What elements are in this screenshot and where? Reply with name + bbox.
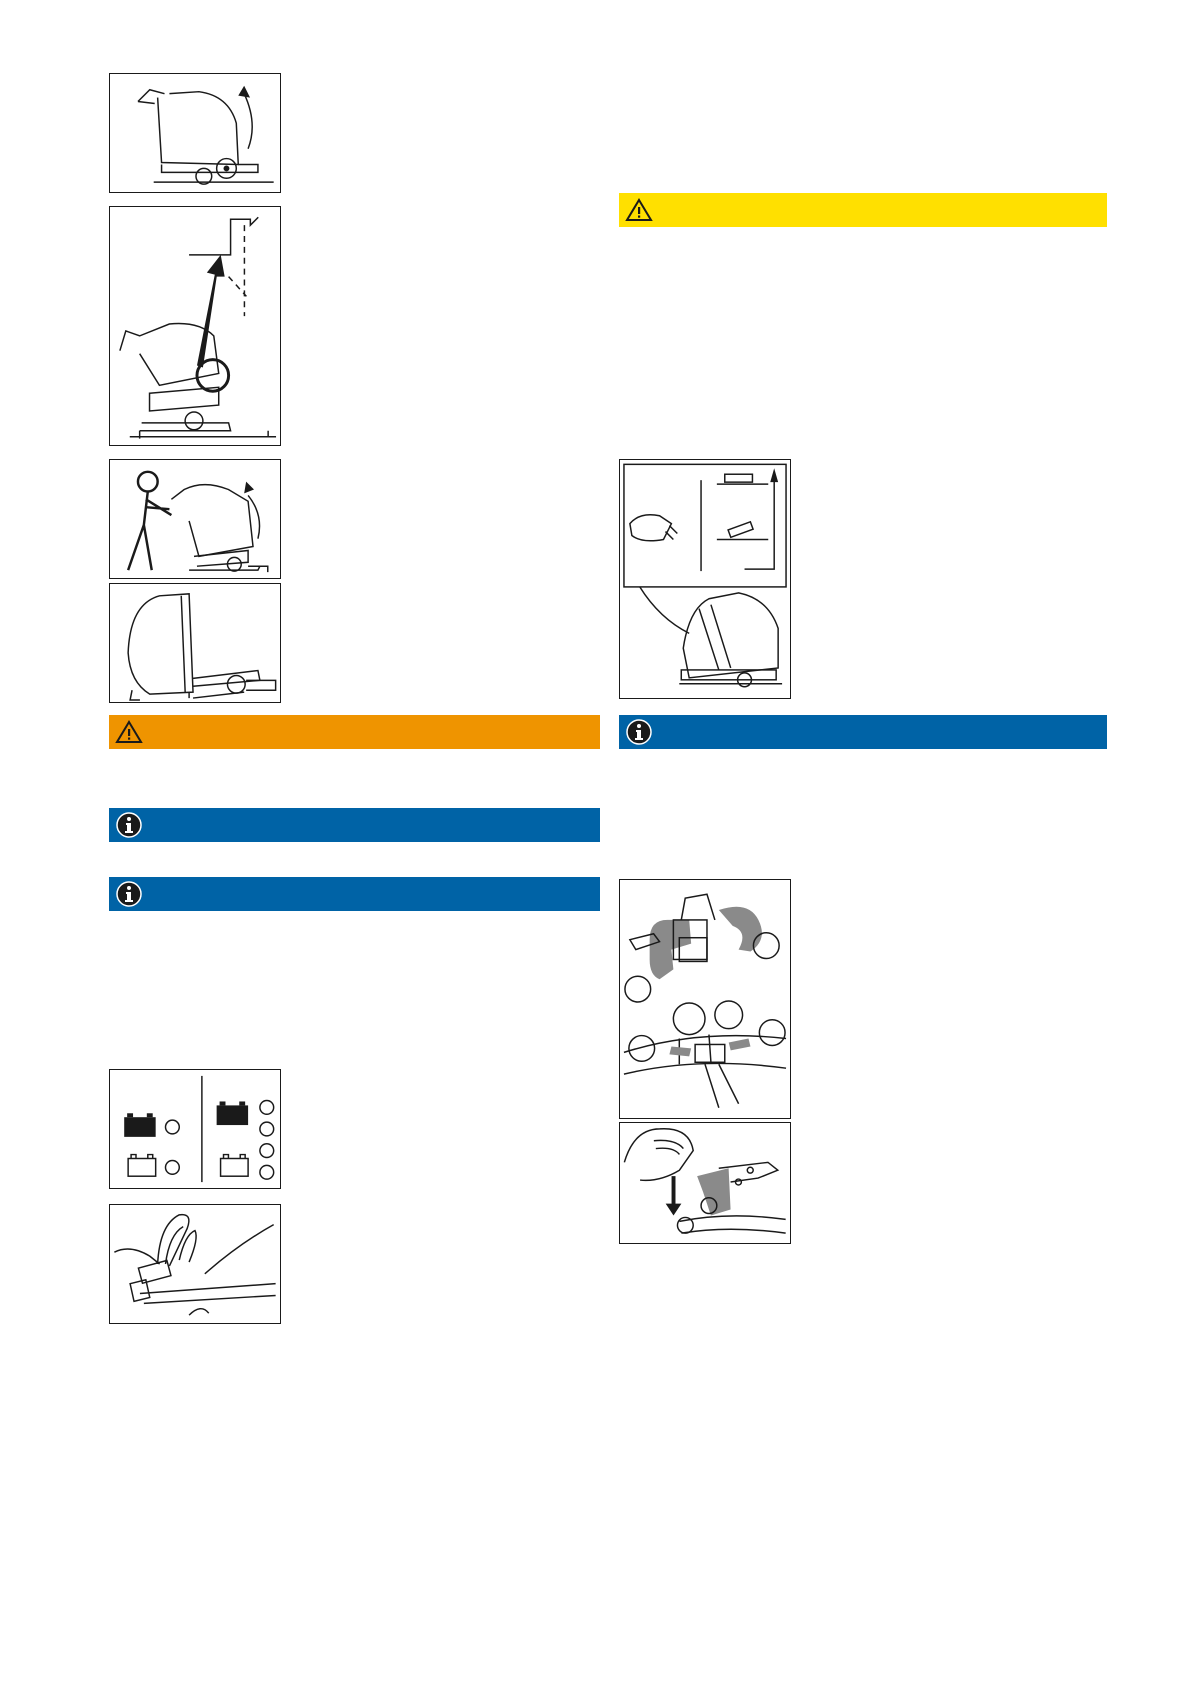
info-circle-icon (625, 718, 653, 746)
info-circle-icon (115, 811, 143, 839)
fig-tilt-machine (109, 73, 281, 193)
brush-pedal-icon (620, 460, 790, 698)
machine-tilt-arrow-icon (110, 74, 280, 192)
battery-icon (124, 1113, 155, 1137)
fig-machine-lowered (109, 583, 281, 703)
battery-icon (110, 1070, 280, 1188)
fig-brush-pedal (619, 459, 791, 699)
warning-notice-bar (619, 193, 1107, 227)
squeegee-mount-icon (620, 880, 790, 1118)
info-notice-bar (109, 877, 600, 911)
info-notice-bar (109, 808, 600, 842)
info-circle-icon (115, 880, 143, 908)
connector-plug-icon (110, 1205, 280, 1323)
fig-push-machine (109, 459, 281, 579)
fig-battery-options (109, 1069, 281, 1189)
fig-connector-plug (109, 1204, 281, 1324)
caution-notice-bar (109, 715, 600, 749)
machine-lowered-icon (110, 584, 280, 702)
operator-push-machine-icon (110, 460, 280, 578)
squeegee-lever-icon (620, 1123, 790, 1243)
fig-squeegee-lever (619, 1122, 791, 1244)
info-notice-bar (619, 715, 1107, 749)
battery-icon (217, 1101, 248, 1125)
fig-squeegee-mount (619, 879, 791, 1119)
fig-lift-machine (109, 206, 281, 446)
machine-lift-arrow-icon (110, 207, 280, 445)
warning-triangle-icon (115, 720, 143, 744)
warning-triangle-icon (625, 198, 653, 222)
